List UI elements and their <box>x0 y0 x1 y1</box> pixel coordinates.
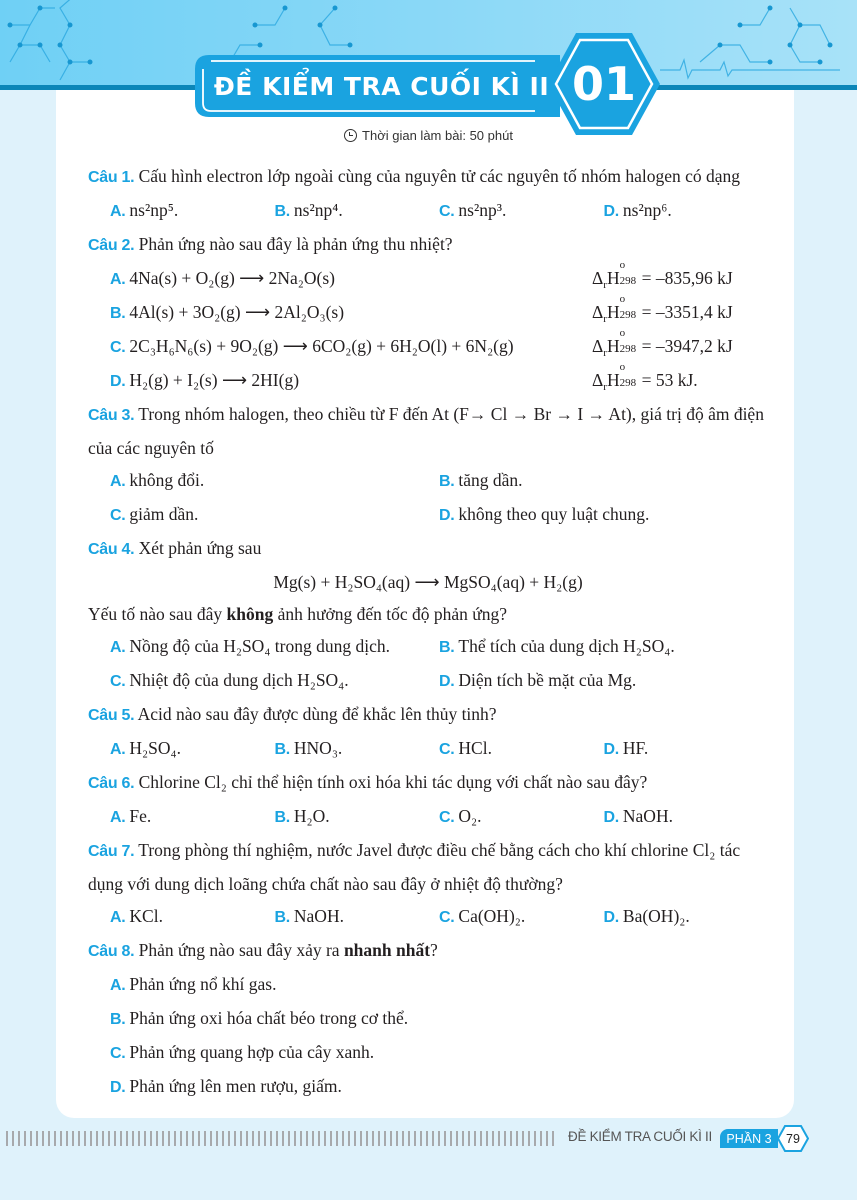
exam-title: ĐỀ KIỂM TRA CUỐI KÌ II <box>213 71 550 101</box>
option-label: A. <box>110 741 126 758</box>
option-d[interactable] <box>604 900 769 934</box>
option-label: C. <box>110 507 126 524</box>
option-label: B. <box>110 1011 126 1028</box>
options-row <box>88 464 768 498</box>
time-limit <box>0 128 857 143</box>
question-label: Câu 4. <box>88 541 135 558</box>
exam-content <box>88 160 768 1104</box>
option-b[interactable] <box>275 800 440 834</box>
option-text: Nồng độ của H₂SO₄ trong dung dịch. <box>129 636 390 656</box>
option-a[interactable] <box>110 194 275 228</box>
option-d[interactable] <box>439 498 768 532</box>
option-text: Diện tích bề mặt của Mg. <box>458 670 637 690</box>
option-label: C. <box>110 1045 126 1062</box>
question-text: Trong phòng thí nghiệm, nước Javel được điều chế bằng cách cho khí chlorine Cl₂ tác dụng với dung dịch loãng chứa chất nào sau đây ở nhiệt độ thường? <box>88 840 741 894</box>
option-c[interactable] <box>88 327 768 364</box>
question-label: Câu 3. <box>88 407 135 424</box>
option-text: NaOH. <box>622 806 673 826</box>
question-8 <box>88 934 768 968</box>
option-text: Ba(OH)₂. <box>622 906 690 926</box>
option-label: A. <box>110 203 126 220</box>
option-a[interactable] <box>88 968 768 1002</box>
question-prompt <box>88 598 768 630</box>
option-text: Fe. <box>129 806 152 826</box>
option-b[interactable] <box>439 630 768 664</box>
option-text: ns²np⁵. <box>129 200 179 220</box>
reaction-equation: Mg(s) + H₂SO₄(aq) ⟶ MgSO₄(aq) + H₂(g) <box>273 572 583 592</box>
page-footer <box>0 1126 857 1152</box>
question-text: Chlorine Cl₂ chỉ thể hiện tính oxi hóa khi tác dụng với chất nào sau đây? <box>138 772 648 792</box>
question-6 <box>88 766 768 800</box>
option-label: C. <box>110 339 126 356</box>
option-text: HF. <box>622 738 649 758</box>
option-equation: 2C₃H₆N₆(s) + 9O₂(g) ⟶ 6CO₂(g) + 6H₂O(l) + 6N₂(g) <box>129 336 514 356</box>
option-text: HNO₃. <box>293 738 343 758</box>
option-text: ns²np⁴. <box>293 200 343 220</box>
question-text: Cấu hình electron lớp ngoài cùng của nguyên tử các nguyên tố nhóm halogen có dạng <box>138 166 741 186</box>
question-5 <box>88 698 768 732</box>
option-text: Phản ứng nổ khí gas. <box>129 974 277 994</box>
option-d[interactable] <box>604 800 769 834</box>
options-row <box>88 630 768 664</box>
question-text: Acid nào sau đây được dùng để khắc lên thủy tinh? <box>137 704 497 724</box>
enthalpy-value: = 53 kJ. <box>641 370 698 390</box>
option-d[interactable] <box>88 361 768 398</box>
option-a[interactable] <box>110 630 439 664</box>
clock-icon <box>344 129 357 142</box>
option-label: B. <box>274 741 290 758</box>
option-text: H₂SO₄. <box>129 738 181 758</box>
option-text: Nhiệt độ của dung dịch H₂SO₄. <box>129 670 349 690</box>
question-label: Câu 8. <box>88 943 135 960</box>
options-row <box>88 498 768 532</box>
enthalpy-value: = –3351,4 kJ <box>641 302 733 322</box>
question-label: Câu 5. <box>88 707 135 724</box>
option-text: Thể tích của dung dịch H₂SO₄. <box>458 636 675 656</box>
option-text: ns²np³. <box>458 200 507 220</box>
exam-number: 01 <box>571 57 636 111</box>
enthalpy: $\Delta_rH$ o 298 = 53 kJ. <box>592 361 698 393</box>
prompt-text: ảnh hưởng đến tốc độ phản ứng? <box>273 604 508 624</box>
option-d[interactable] <box>439 664 768 698</box>
option-label: A. <box>110 977 126 994</box>
question-text: ? <box>430 940 438 960</box>
option-label: B. <box>439 473 455 490</box>
option-text: Ca(OH)₂. <box>458 906 526 926</box>
footer-title: ĐỀ KIỂM TRA CUỐI KÌ II <box>568 1129 712 1144</box>
options-row <box>88 732 768 766</box>
option-equation: H₂(g) + I₂(s) ⟶ 2HI(g) <box>129 370 300 390</box>
options-row <box>88 194 768 228</box>
option-c[interactable] <box>110 498 439 532</box>
option-b[interactable] <box>439 464 768 498</box>
option-label: C. <box>439 203 455 220</box>
option-label: B. <box>110 305 126 322</box>
option-a[interactable] <box>110 732 275 766</box>
question-text: Trong nhóm halogen, theo chiều từ F đến At (F→ Cl → Br → I → At), giá trị độ âm điện của các nguyên tố <box>88 404 764 458</box>
option-label: A. <box>110 909 126 926</box>
option-b[interactable] <box>275 194 440 228</box>
option-a[interactable] <box>110 800 275 834</box>
option-label: D. <box>603 809 619 826</box>
options-row <box>88 800 768 834</box>
question-emphasis: nhanh nhất <box>343 940 431 960</box>
prompt-text: Yếu tố nào sau đây <box>88 604 227 624</box>
options-row <box>88 900 768 934</box>
question-text: Xét phản ứng sau <box>138 538 262 558</box>
option-text: tăng dần. <box>458 470 523 490</box>
option-text: O₂. <box>458 806 482 826</box>
option-label: C. <box>439 909 455 926</box>
option-text: HCl. <box>458 738 492 758</box>
option-text: KCl. <box>129 906 163 926</box>
option-text: không theo quy luật chung. <box>458 504 650 524</box>
option-label: B. <box>274 809 290 826</box>
option-d[interactable] <box>604 732 769 766</box>
option-label: D. <box>439 507 455 524</box>
option-c[interactable] <box>439 732 604 766</box>
option-label: C. <box>439 809 455 826</box>
option-label: A. <box>110 473 126 490</box>
question-label: Câu 2. <box>88 237 135 254</box>
page-number: 79 <box>786 1131 800 1146</box>
option-c[interactable] <box>439 800 604 834</box>
option-b[interactable] <box>88 1002 768 1036</box>
option-label: C. <box>110 673 126 690</box>
question-7 <box>88 834 768 900</box>
option-label: D. <box>603 741 619 758</box>
option-label: C. <box>439 741 455 758</box>
enthalpy-value: = –3947,2 kJ <box>641 336 733 356</box>
option-b[interactable] <box>88 293 768 330</box>
time-limit-text: Thời gian làm bài: 50 phút <box>362 128 513 143</box>
question-2 <box>88 228 768 262</box>
option-c[interactable] <box>110 664 439 698</box>
prompt-emphasis: không <box>226 604 274 624</box>
option-label: B. <box>274 909 290 926</box>
option-label: D. <box>603 203 619 220</box>
option-text: Phản ứng oxi hóa chất béo trong cơ thể. <box>129 1008 409 1028</box>
enthalpy: $\Delta_rH$ o 298 = –3947,2 kJ <box>592 327 733 359</box>
footer-tick-decoration <box>6 1131 556 1146</box>
option-c[interactable] <box>88 1036 768 1070</box>
option-label: A. <box>110 639 126 656</box>
options-row <box>88 664 768 698</box>
question-label: Câu 1. <box>88 169 135 186</box>
question-text: Phản ứng nào sau đây là phản ứng thu nhiệt? <box>138 234 453 254</box>
option-text: Phản ứng lên men rượu, giấm. <box>129 1076 342 1096</box>
question-4 <box>88 532 768 566</box>
option-label: D. <box>110 1079 126 1096</box>
option-b[interactable] <box>275 900 440 934</box>
option-text: không đổi. <box>129 470 205 490</box>
option-label: B. <box>274 203 290 220</box>
option-d[interactable] <box>604 194 769 228</box>
question-3 <box>88 398 768 464</box>
part-badge: PHẦN 3 <box>720 1129 778 1148</box>
option-label: A. <box>110 809 126 826</box>
question-label: Câu 6. <box>88 775 135 792</box>
option-b[interactable] <box>275 732 440 766</box>
option-a[interactable] <box>110 900 275 934</box>
option-text: Phản ứng quang hợp của cây xanh. <box>129 1042 375 1062</box>
enthalpy-value: = –835,96 kJ <box>641 268 733 288</box>
option-text: ns²np⁶. <box>622 200 672 220</box>
option-c[interactable] <box>439 194 604 228</box>
option-label: A. <box>110 271 126 288</box>
option-d[interactable] <box>88 1070 768 1104</box>
option-c[interactable] <box>439 900 604 934</box>
option-a[interactable] <box>110 464 439 498</box>
enthalpy: $\Delta_rH$ o 298 = –835,96 kJ <box>592 259 733 291</box>
enthalpy: $\Delta_rH$ o 298 = –3351,4 kJ <box>592 293 733 325</box>
option-label: B. <box>439 639 455 656</box>
option-text: NaOH. <box>293 906 344 926</box>
option-text: giảm dần. <box>129 504 199 524</box>
question-1 <box>88 160 768 194</box>
option-text: H₂O. <box>293 806 330 826</box>
option-label: D. <box>603 909 619 926</box>
option-label: D. <box>110 373 126 390</box>
option-a[interactable] <box>88 259 768 296</box>
option-equation: 4Al(s) + 3O₂(g) ⟶ 2Al₂O₃(s) <box>129 302 345 322</box>
question-text: Phản ứng nào sau đây xảy ra <box>138 940 344 960</box>
question-label: Câu 7. <box>88 843 135 860</box>
option-equation: 4Na(s) + O₂(g) ⟶ 2Na₂O(s) <box>129 268 335 288</box>
option-label: D. <box>439 673 455 690</box>
